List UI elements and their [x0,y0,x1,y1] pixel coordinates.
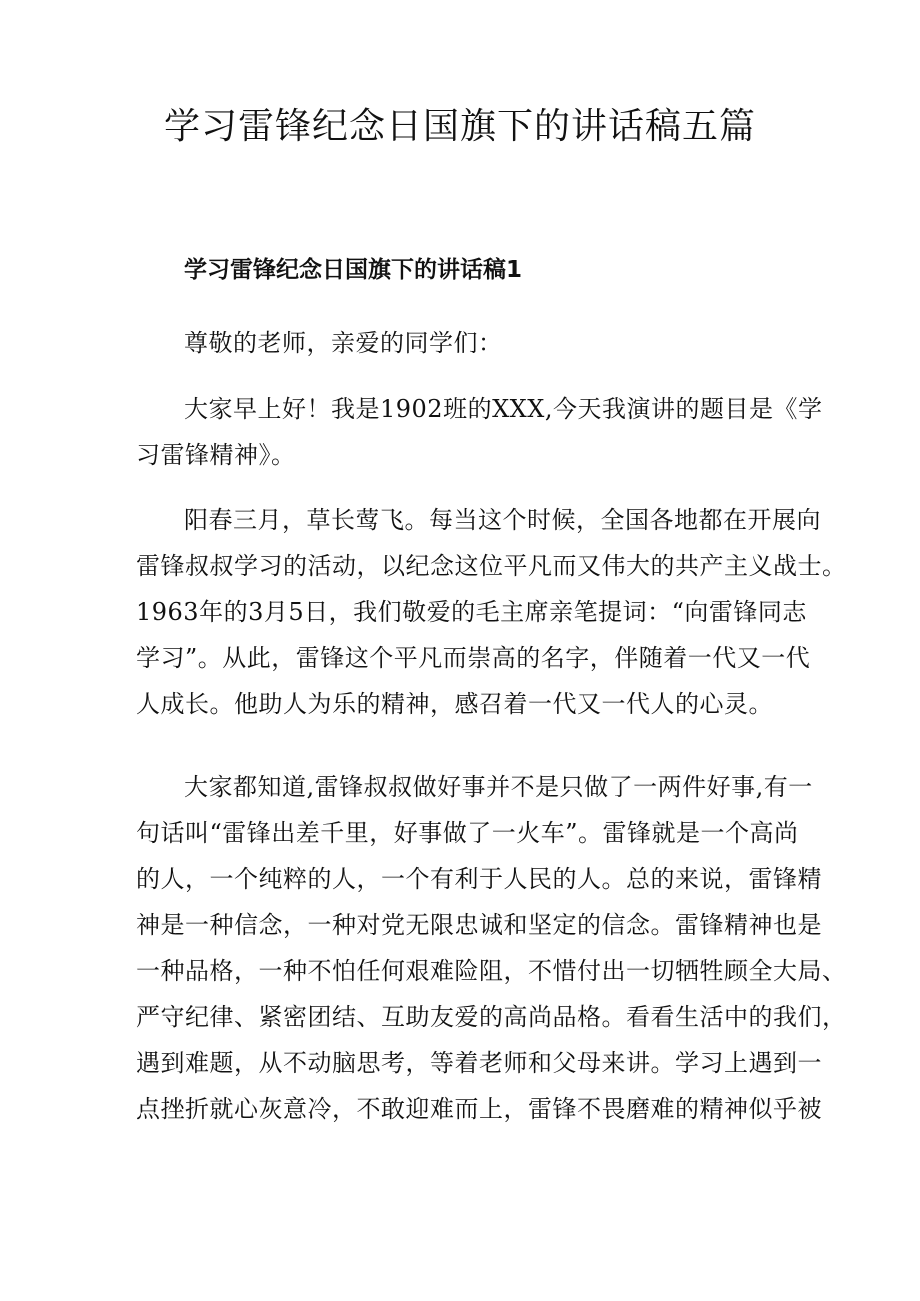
paragraph-line: 句话叫“雷锋出差千里，好事做了一火车”。雷锋就是一个高尚 [136,819,799,847]
paragraph-line: 神是一种信念，一种对党无限忠诚和坚定的信念。雷锋精神也是 [136,911,822,939]
paragraph-line: 习雷锋精神》。 [136,441,296,469]
paragraph-line: 学习”。从此，雷锋这个平凡而崇高的名字，伴随着一代又一代 [136,644,811,672]
paragraph-line: 遇到难题，从不动脑思考，等着老师和父母来讲。学习上遇到一 [136,1049,822,1077]
paragraph-line: 的人，一个纯粹的人，一个有利于人民的人。总的来说，雷锋精 [136,865,822,893]
paragraph-line: 一种品格，一种不怕任何艰难险阻，不惜付出一切牺牲顾全大局、 [136,957,847,985]
paragraph-salutation [136,320,796,366]
section-heading: 学习雷锋纪念日国旗下的讲话稿1 [184,257,523,283]
paragraph-line: 大家都知道,雷锋叔叔做好事并不是只做了一两件好事,有一 [184,773,813,801]
paragraph-line: 大家早上好！我是1902班的XXX,今天我演讲的题目是《学 [184,395,823,423]
paragraph-line: 尊敬的老师，亲爱的同学们： [184,329,503,357]
paragraph-line: 1963年的3月5日，我们敬爱的毛主席亲笔提词：“向雷锋同志 [136,598,807,626]
paragraph-greeting [136,386,823,478]
paragraph-line: 雷锋叔叔学习的活动，以纪念这位平凡而又伟大的共产主义战士。 [136,552,847,580]
paragraph-line: 严守纪律、紧密团结、互助友爱的高尚品格。看看生活中的我们， [136,1003,847,1031]
paragraph-line: 点挫折就心灰意冷，不敢迎难而上，雷锋不畏磨难的精神似乎被 [136,1095,822,1123]
paragraph-spring [136,497,847,727]
document-title: 学习雷锋纪念日国旗下的讲话稿五篇 [163,106,756,147]
paragraph-everyone [136,764,847,1132]
paragraph-line: 阳春三月，草长莺飞。每当这个时候，全国各地都在开展向 [184,506,821,534]
paragraph-line: 人成长。他助人为乐的精神，感召着一代又一代人的心灵。 [136,690,773,718]
